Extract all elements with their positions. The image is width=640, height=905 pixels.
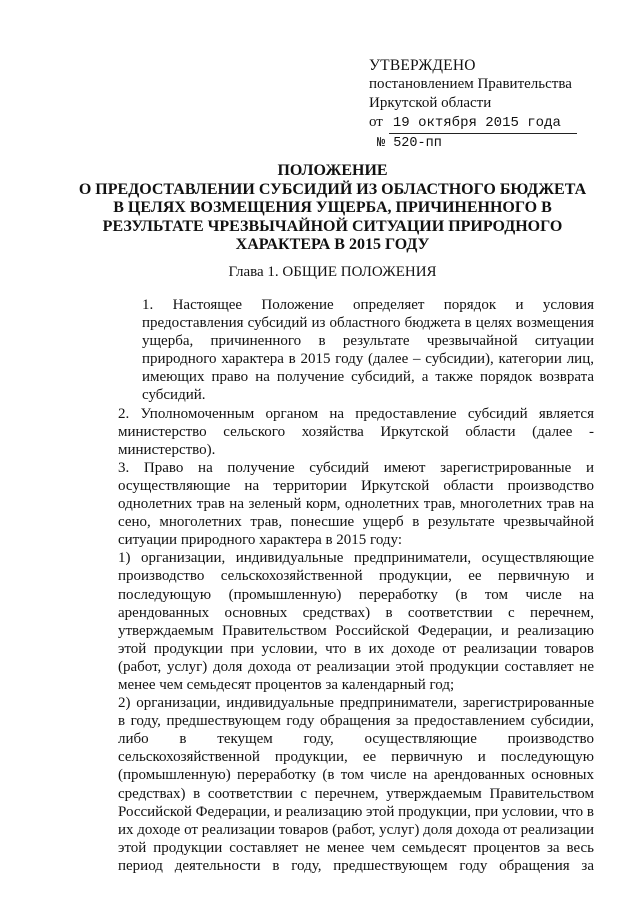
title-line-1: ПОЛОЖЕНИЕ (277, 162, 388, 179)
title-line-5: ХАРАКТЕРА В 2015 ГОДУ (235, 236, 430, 253)
paragraph-2: 2. Уполномоченным органом на предоставление субсидий является министерство сельского хозяйства Иркутской области (далее - министерство). (118, 405, 594, 458)
paragraph-1: 1. Настоящее Положение определяет порядок и условия предоставления субсидий из областного бюджета в целях возмещения ущерба, причиненного в результате чрезвычайной ситуации природного характера в 2015 году (далее – субсидии), категории лиц, имеющих право на получение субсидий, а также порядок возврата субсидий. (142, 297, 594, 404)
chapter-heading: Глава 1. ОБЩИЕ ПОЛОЖЕНИЯ (228, 264, 437, 280)
document-title (40, 162, 625, 255)
date-prefix: от (369, 114, 383, 130)
approval-line-1: постановлением Правительства (369, 76, 572, 92)
paragraph-3: 3. Право на получение субсидий имеют зарегистрированные и осуществляющие на территории Иркутской области производство однолетних трав на зеленый корм, однолетних трав, многолетних трав на сено, многолетних трав, понесшие ущерб в результате чрезвычайной ситуации природного характера в 2015 году: (118, 459, 594, 549)
title-line-2: О ПРЕДОСТАВЛЕНИИ СУБСИДИЙ ИЗ ОБЛАСТНОГО БЮДЖЕТА (78, 180, 587, 198)
approval-date: 19 октября 2015 года (389, 114, 577, 134)
paragraph-5: 2) организации, индивидуальные предприниматели, зарегистрированные в году, предшествующем году обращения за предоставлением субсидии, либо в текущем году, осуществляющие производство сельскохозяйственной продукции, ее первичную и последующую (промышленную) переработку (в том числе на арендованных основных средствах) в соответствии с перечнем, утверждаемым Правительством Российской Федерации, и реализацию этой продукции, при условии, что в их доходе от реализации товаров (работ, услуг) доля дохода от реализации этой продукции составляет не менее чем семьдесят процентов за весь период деятельности в году, предшествующем году обращения за (118, 695, 595, 874)
approval-line-2: Иркутской области (369, 95, 492, 111)
approval-number: № 520-пп (377, 136, 442, 151)
document-body (102, 296, 594, 875)
approved-heading: УТВЕРЖДЕНО (369, 57, 476, 74)
title-line-3: В ЦЕЛЯХ ВОЗМЕЩЕНИЯ УЩЕРБА, ПРИЧИНЕННОГО В (113, 199, 552, 216)
title-line-4: РЕЗУЛЬТАТЕ ЧРЕЗВЫЧАЙНОЙ СИТУАЦИИ ПРИРОДНОГО (102, 217, 563, 235)
approval-stamp (369, 56, 609, 153)
paragraph-4: 1) организации, индивидуальные предприниматели, осуществляющие производство сельскохозяйственной продукции, ее первичную и последующую (промышленную) переработку (в том числе на арендованных основных средствах) в соответствии с перечнем, утверждаемым Правительством Российской Федерации, и реализацию этой продукции при условии, что в их доходе от реализации товаров (работ, услуг) доля дохода от реализации этой продукции составляет не менее чем семьдесят процентов за календарный год; (118, 550, 594, 693)
approval-date-row (369, 113, 609, 134)
